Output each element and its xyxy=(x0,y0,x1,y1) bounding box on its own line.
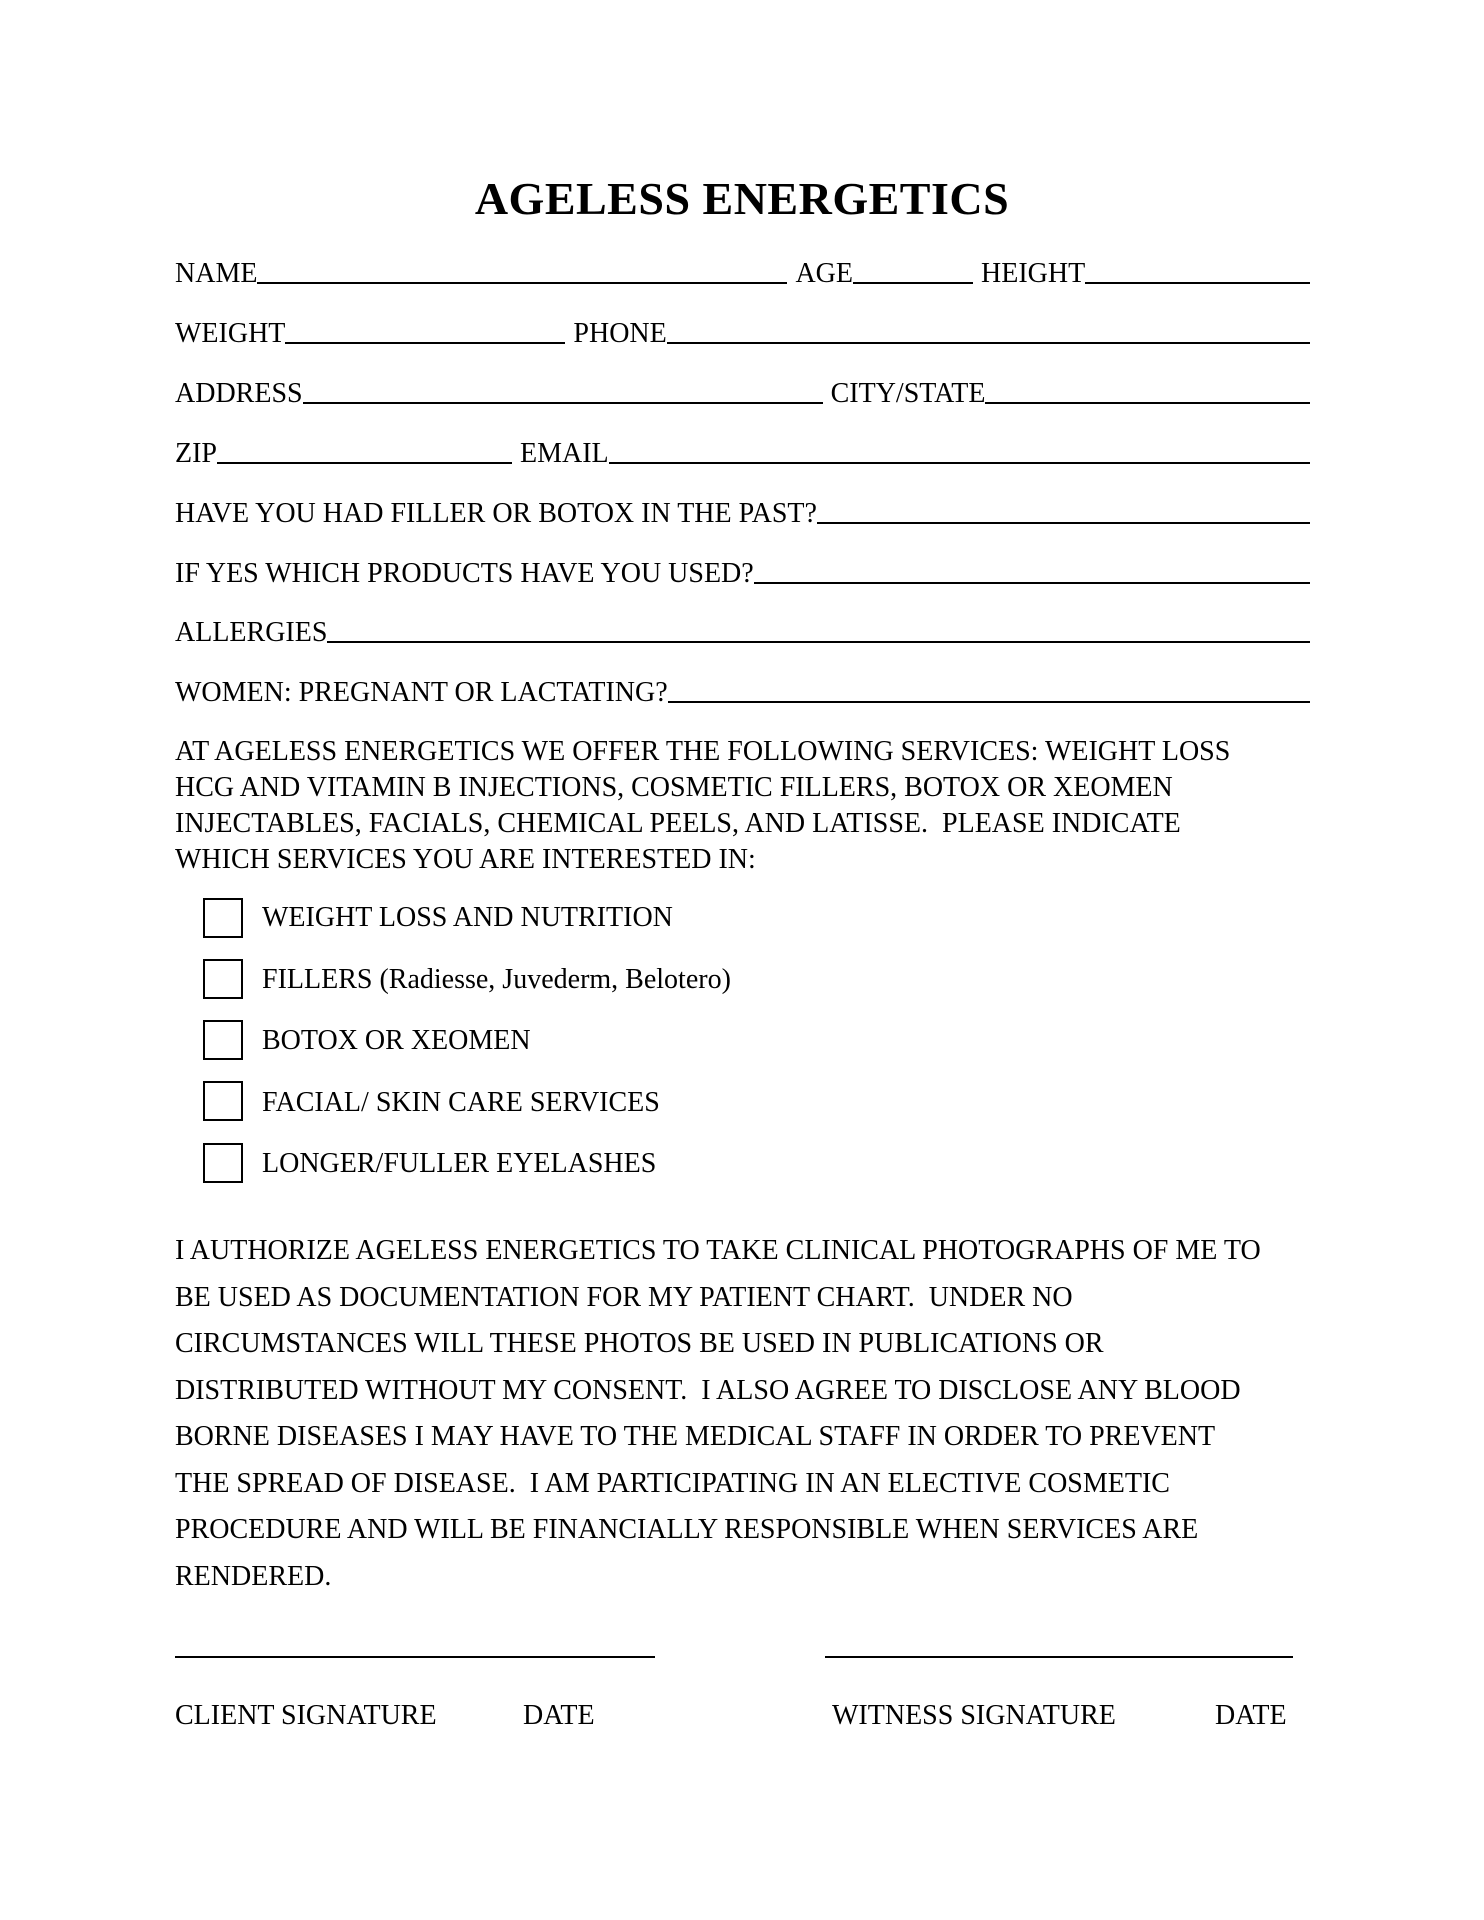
witness-signature-label: WITNESS SIGNATURE xyxy=(832,1700,1116,1731)
row-pregnant xyxy=(175,667,1310,707)
address-field[interactable] xyxy=(303,402,823,404)
checkbox-facial[interactable] xyxy=(203,1081,243,1121)
row-products xyxy=(175,548,1310,588)
authorization-text: I AUTHORIZE AGELESS ENERGETICS TO TAKE CLINICAL PHOTOGRAPHS OF ME TO BE USED AS DOCUMENTATION FOR MY PATIENT CHART. UNDER NO CIRCUMSTANCES WILL THESE PHOTOS BE USED IN PUBLICATIONS OR DISTRIBUTED WITHOUT MY CONSENT. I ALSO AGREE TO DISCLOSE ANY BLOOD BORNE DISEASES I MAY HAVE TO THE MEDICAL STAFF IN ORDER TO PREVENT THE SPREAD OF DISEASE. I AM PARTICIPATING IN AN ELECTIVE COSMETIC PROCEDURE AND WILL BE FINANCIALLY RESPONSIBLE WHEN SERVICES ARE RENDERED. xyxy=(175,1235,1261,1592)
height-label: HEIGHT xyxy=(981,258,1086,289)
service-label-fillers: FILLERS (Radiesse, Juvederm, Belotero) xyxy=(262,964,731,995)
city-state-label: CITY/STATE xyxy=(830,378,986,409)
pregnant-label: WOMEN: PREGNANT OR LACTATING? xyxy=(175,677,668,708)
row-allergies xyxy=(175,607,1310,647)
city-state-field[interactable] xyxy=(985,402,1310,404)
pregnant-field[interactable] xyxy=(668,701,1310,703)
height-field[interactable] xyxy=(1085,282,1310,284)
allergies-field[interactable] xyxy=(327,641,1310,643)
row-zip-email xyxy=(175,428,1310,468)
email-field[interactable] xyxy=(609,462,1310,464)
checkbox-eyelashes[interactable] xyxy=(203,1143,243,1183)
products-label: IF YES WHICH PRODUCTS HAVE YOU USED? xyxy=(175,558,754,589)
row-weight-phone xyxy=(175,308,1310,348)
zip-field[interactable] xyxy=(217,462,512,464)
address-label: ADDRESS xyxy=(175,378,303,409)
checkbox-weight-loss[interactable] xyxy=(203,898,243,938)
name-label: NAME xyxy=(175,258,258,289)
filler-botox-label: HAVE YOU HAD FILLER OR BOTOX IN THE PAST? xyxy=(175,498,817,529)
client-signature-line[interactable] xyxy=(175,1656,655,1658)
service-label-eyelashes: LONGER/FULLER EYELASHES xyxy=(262,1148,657,1179)
row-address-city xyxy=(175,368,1310,408)
zip-label: ZIP xyxy=(175,438,217,469)
row-filler-botox xyxy=(175,488,1310,528)
checkbox-fillers[interactable] xyxy=(203,959,243,999)
allergies-label: ALLERGIES xyxy=(175,617,328,648)
filler-botox-field[interactable] xyxy=(817,522,1310,524)
phone-label: PHONE xyxy=(573,318,667,349)
email-label: EMAIL xyxy=(520,438,609,469)
witness-signature-line[interactable] xyxy=(825,1656,1293,1658)
products-field[interactable] xyxy=(754,582,1310,584)
client-signature-label: CLIENT SIGNATURE xyxy=(175,1700,437,1731)
name-field[interactable] xyxy=(257,282,787,284)
phone-field[interactable] xyxy=(667,342,1310,344)
age-label: AGE xyxy=(795,258,853,289)
client-date-label: DATE xyxy=(523,1700,595,1731)
service-label-weight-loss: WEIGHT LOSS AND NUTRITION xyxy=(262,902,673,933)
services-intro: AT AGELESS ENERGETICS WE OFFER THE FOLLOWING SERVICES: WEIGHT LOSS HCG AND VITAMIN B INJECTIONS, COSMETIC FILLERS, BOTOX OR XEOMEN INJECTABLES, FACIALS, CHEMICAL PEELS, AND LATISSE. PLEASE INDICATE WHICH SERVICES YOU ARE INTERESTED IN: xyxy=(175,736,1231,875)
weight-label: WEIGHT xyxy=(175,318,286,349)
service-label-facial: FACIAL/ SKIN CARE SERVICES xyxy=(262,1087,660,1118)
witness-date-label: DATE xyxy=(1215,1700,1287,1731)
weight-field[interactable] xyxy=(285,342,565,344)
page-title: AGELESS ENERGETICS xyxy=(474,173,1010,224)
row-name-age-height xyxy=(175,248,1310,288)
age-field[interactable] xyxy=(853,282,973,284)
checkbox-botox[interactable] xyxy=(203,1020,243,1060)
service-label-botox: BOTOX OR XEOMEN xyxy=(262,1025,531,1056)
